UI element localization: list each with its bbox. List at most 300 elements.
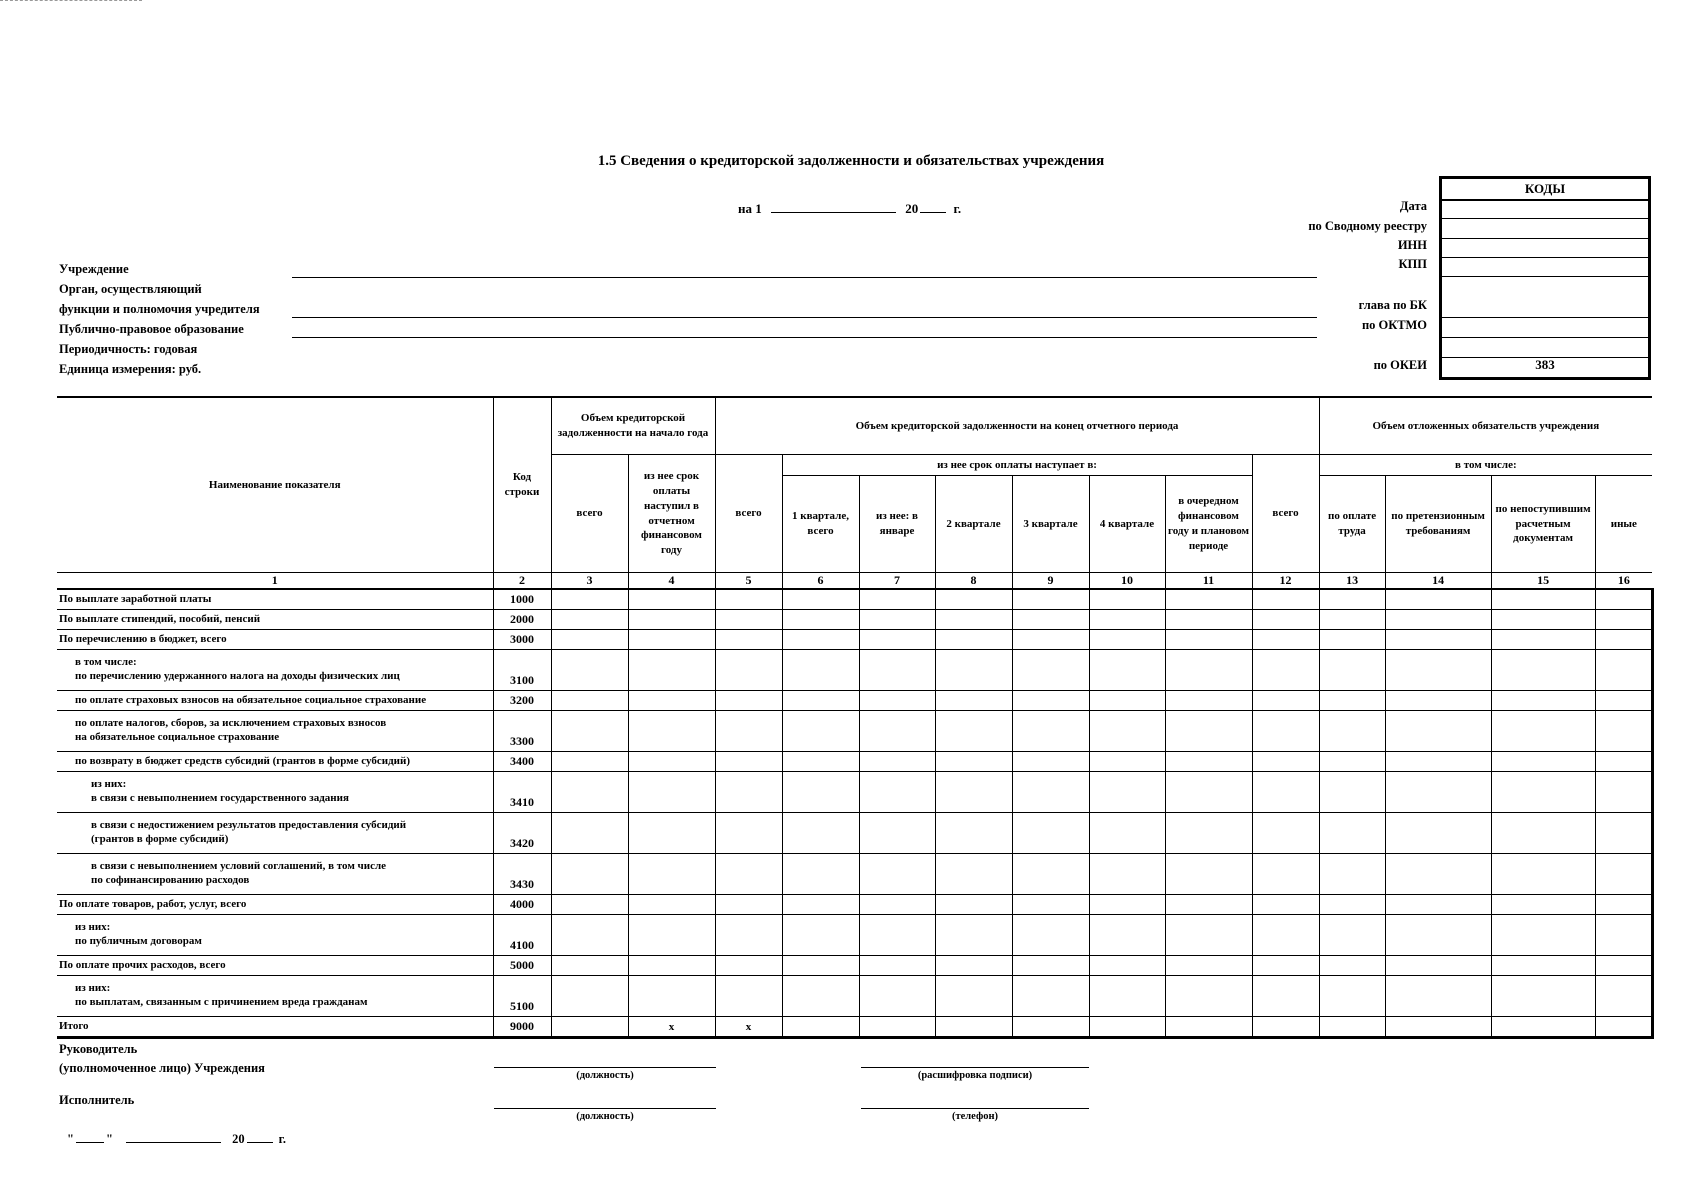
- value-cell-col7[interactable]: [859, 813, 935, 854]
- value-cell-col6[interactable]: [782, 711, 859, 752]
- value-cell-col4[interactable]: [628, 691, 715, 711]
- glava-code-label: глава по БК: [1358, 298, 1427, 312]
- header-including: в том числе:: [1319, 455, 1652, 476]
- row-name: [57, 813, 493, 854]
- executor-label: Исполнитель: [59, 1093, 135, 1107]
- inn-code-cell[interactable]: [1442, 257, 1648, 258]
- value-cell-col10[interactable]: [1089, 772, 1165, 813]
- header-col14: по претензионным требованиям: [1385, 476, 1491, 573]
- row-name-line: из них:: [91, 778, 127, 791]
- value-cell-col16[interactable]: [1595, 630, 1652, 650]
- page-title: 1.5 Сведения о кредиторской задолженности и обязательствах учреждения: [597, 153, 1105, 169]
- value-cell-col7[interactable]: [859, 711, 935, 752]
- total-cell-col14[interactable]: [1385, 1017, 1491, 1038]
- value-cell-col13[interactable]: [1319, 976, 1385, 1017]
- value-cell-col11[interactable]: [1165, 854, 1252, 895]
- header-col15: по непоступившим расчетным документам: [1491, 476, 1595, 573]
- value-cell-col5[interactable]: [715, 691, 782, 711]
- row-code: 4000: [493, 895, 551, 915]
- value-cell-col7[interactable]: [859, 895, 935, 915]
- value-cell-col11[interactable]: [1165, 630, 1252, 650]
- table-row: [57, 976, 1652, 1017]
- value-cell-col12[interactable]: [1252, 915, 1319, 956]
- value-cell-col10[interactable]: [1089, 956, 1165, 976]
- value-cell-col14[interactable]: [1385, 956, 1491, 976]
- row-code: 4100: [493, 915, 551, 956]
- table-row: [57, 711, 1652, 752]
- value-cell-col5[interactable]: [715, 772, 782, 813]
- row-name-line: по публичным договорам: [75, 935, 202, 947]
- value-cell-col15[interactable]: [1491, 691, 1595, 711]
- value-cell-col13[interactable]: [1319, 630, 1385, 650]
- sign-date-day-field[interactable]: [76, 1130, 104, 1143]
- value-cell-col4[interactable]: [628, 630, 715, 650]
- value-cell-col13[interactable]: [1319, 752, 1385, 772]
- value-cell-col13[interactable]: [1319, 915, 1385, 956]
- value-cell-col12[interactable]: [1252, 752, 1319, 772]
- value-cell-col5[interactable]: [715, 589, 782, 610]
- oktmo-code-label: по ОКТМО: [1361, 318, 1427, 332]
- value-cell-col8[interactable]: [935, 895, 1012, 915]
- value-cell-col8[interactable]: [935, 610, 1012, 630]
- total-cell-col11[interactable]: [1165, 1017, 1252, 1038]
- sign-date-month-field[interactable]: [126, 1130, 221, 1143]
- value-cell-col14[interactable]: [1385, 610, 1491, 630]
- okei-code-value: 383: [1535, 357, 1555, 372]
- value-cell-col8[interactable]: [935, 691, 1012, 711]
- header-col9: 3 квартале: [1012, 476, 1089, 573]
- value-cell-col9[interactable]: [1012, 630, 1089, 650]
- value-cell-col7[interactable]: [859, 956, 935, 976]
- column-number-4: 4: [628, 573, 715, 590]
- value-cell-col9[interactable]: [1012, 650, 1089, 691]
- value-cell-col16[interactable]: [1595, 813, 1652, 854]
- value-cell-col15[interactable]: [1491, 630, 1595, 650]
- total-cell-col15[interactable]: [1491, 1017, 1595, 1038]
- value-cell-col14[interactable]: [1385, 895, 1491, 915]
- value-cell-col9[interactable]: [1012, 589, 1089, 610]
- value-cell-col12[interactable]: [1252, 813, 1319, 854]
- value-cell-col6[interactable]: [782, 854, 859, 895]
- value-cell-col9[interactable]: [1012, 854, 1089, 895]
- value-cell-col12[interactable]: [1252, 854, 1319, 895]
- value-cell-col6[interactable]: [782, 650, 859, 691]
- value-cell-col8[interactable]: [935, 976, 1012, 1017]
- row-name-line: по оплате страховых взносов на обязательное социальное страхование: [75, 693, 427, 706]
- value-cell-col12[interactable]: [1252, 711, 1319, 752]
- value-cell-col16[interactable]: [1595, 752, 1652, 772]
- value-cell-col15[interactable]: [1491, 813, 1595, 854]
- kpp-code-cell[interactable]: [1442, 276, 1648, 277]
- value-cell-col10[interactable]: [1089, 813, 1165, 854]
- okei-code-label: по ОКЕИ: [1373, 358, 1427, 372]
- value-cell-col12[interactable]: [1252, 895, 1319, 915]
- value-cell-col5[interactable]: [715, 610, 782, 630]
- head-label-line2: (уполномоченное лицо) Учреждения: [59, 1061, 265, 1075]
- header-col3: всего: [551, 455, 628, 573]
- value-cell-col16[interactable]: [1595, 956, 1652, 976]
- value-cell-col3[interactable]: [551, 630, 628, 650]
- value-cell-col11[interactable]: [1165, 650, 1252, 691]
- value-cell-col3[interactable]: [551, 895, 628, 915]
- institution-field[interactable]: [292, 277, 1317, 278]
- header-of-which-due: из нее срок оплаты наступает в:: [782, 455, 1252, 476]
- value-cell-col4[interactable]: [628, 854, 715, 895]
- row-name-line: в связи с недостижением результатов предоставления субсидий: [91, 819, 407, 832]
- value-cell-col6[interactable]: [782, 691, 859, 711]
- value-cell-col3[interactable]: [551, 691, 628, 711]
- value-cell-col11[interactable]: [1165, 813, 1252, 854]
- registry-code-cell[interactable]: [1442, 238, 1648, 239]
- value-cell-col6[interactable]: [782, 915, 859, 956]
- oktmo-code-cell[interactable]: [1442, 337, 1648, 338]
- value-cell-col14[interactable]: [1385, 589, 1491, 610]
- date-day-month-field[interactable]: [771, 200, 896, 213]
- value-cell-col5[interactable]: [715, 630, 782, 650]
- value-cell-col4[interactable]: [628, 610, 715, 630]
- total-cell-col9[interactable]: [1012, 1017, 1089, 1038]
- total-cell-col13[interactable]: [1319, 1017, 1385, 1038]
- value-cell-col12[interactable]: [1252, 630, 1319, 650]
- value-cell-col16[interactable]: [1595, 854, 1652, 895]
- value-cell-col10[interactable]: [1089, 976, 1165, 1017]
- value-cell-col9[interactable]: [1012, 895, 1089, 915]
- public-entity-field[interactable]: [292, 337, 1317, 338]
- codes-header: КОДЫ: [1442, 179, 1648, 201]
- value-cell-col5[interactable]: [715, 752, 782, 772]
- value-cell-col5[interactable]: [715, 854, 782, 895]
- head-decode-caption: (расшифровка подписи): [917, 1070, 1033, 1081]
- value-cell-col5[interactable]: [715, 956, 782, 976]
- row-name-line: по оплате налогов, сборов, за исключением страховых взносов: [75, 717, 387, 730]
- value-cell-col7[interactable]: [859, 650, 935, 691]
- value-cell-col7[interactable]: [859, 630, 935, 650]
- value-cell-col13[interactable]: [1319, 650, 1385, 691]
- value-cell-col11[interactable]: [1165, 895, 1252, 915]
- value-cell-col4[interactable]: [628, 813, 715, 854]
- value-cell-col16[interactable]: [1595, 772, 1652, 813]
- public-entity-label: Публично-правовое образование: [59, 322, 244, 336]
- value-cell-col13[interactable]: [1319, 691, 1385, 711]
- header-col13: по оплате труда: [1319, 476, 1385, 573]
- column-number-12: 12: [1252, 573, 1319, 590]
- value-cell-col15[interactable]: [1491, 752, 1595, 772]
- value-cell-col14[interactable]: [1385, 650, 1491, 691]
- value-cell-col12[interactable]: [1252, 650, 1319, 691]
- value-cell-col6[interactable]: [782, 813, 859, 854]
- value-cell-col10[interactable]: [1089, 650, 1165, 691]
- value-cell-col3[interactable]: [551, 772, 628, 813]
- row-name-line: на обязательное социальное страхование: [75, 731, 280, 743]
- header-col12: всего: [1252, 455, 1319, 573]
- value-cell-col15[interactable]: [1491, 610, 1595, 630]
- value-cell-col14[interactable]: [1385, 854, 1491, 895]
- table-row: [57, 772, 1652, 813]
- value-cell-col13[interactable]: [1319, 895, 1385, 915]
- column-number-11: 11: [1165, 573, 1252, 590]
- value-cell-col13[interactable]: [1319, 772, 1385, 813]
- total-cell-col3[interactable]: [551, 1017, 628, 1038]
- value-cell-col13[interactable]: [1319, 589, 1385, 610]
- row-name-line: в связи с невыполнением государственного задания: [91, 792, 349, 804]
- value-cell-col15[interactable]: [1491, 650, 1595, 691]
- value-cell-col16[interactable]: [1595, 610, 1652, 630]
- value-cell-col8[interactable]: [935, 915, 1012, 956]
- institution-label: Учреждение: [59, 262, 129, 276]
- value-cell-col14[interactable]: [1385, 813, 1491, 854]
- value-cell-col6[interactable]: [782, 610, 859, 630]
- value-cell-col13[interactable]: [1319, 610, 1385, 630]
- value-cell-col14[interactable]: [1385, 630, 1491, 650]
- value-cell-col11[interactable]: [1165, 711, 1252, 752]
- value-cell-col4[interactable]: [628, 956, 715, 976]
- column-number-8: 8: [935, 573, 1012, 590]
- row-name-line: по возврату в бюджет средств субсидий (грантов в форме субсидий): [75, 754, 411, 767]
- value-cell-col5[interactable]: [715, 650, 782, 691]
- total-x-mark-col5: x: [715, 1017, 782, 1038]
- value-cell-col8[interactable]: [935, 589, 1012, 610]
- value-cell-col12[interactable]: [1252, 589, 1319, 610]
- value-cell-col12[interactable]: [1252, 956, 1319, 976]
- organ-label-line2: функции и полномочия учредителя: [59, 302, 260, 316]
- value-cell-col9[interactable]: [1012, 691, 1089, 711]
- value-cell-col6[interactable]: [782, 976, 859, 1017]
- sign-date-quote-close: ": [105, 1132, 113, 1146]
- row-code: 3300: [493, 711, 551, 752]
- value-cell-col3[interactable]: [551, 752, 628, 772]
- header-col4: из нее срок оплаты наступил в отчетном финансовом году: [628, 455, 715, 573]
- value-cell-col14[interactable]: [1385, 915, 1491, 956]
- value-cell-col4[interactable]: [628, 895, 715, 915]
- value-cell-col5[interactable]: [715, 976, 782, 1017]
- value-cell-col10[interactable]: [1089, 895, 1165, 915]
- value-cell-col6[interactable]: [782, 772, 859, 813]
- value-cell-col12[interactable]: [1252, 976, 1319, 1017]
- value-cell-col16[interactable]: [1595, 711, 1652, 752]
- total-cell-col7[interactable]: [859, 1017, 935, 1038]
- executor-phone-caption: (телефон): [951, 1111, 999, 1122]
- value-cell-col7[interactable]: [859, 610, 935, 630]
- value-cell-col15[interactable]: [1491, 956, 1595, 976]
- value-cell-col9[interactable]: [1012, 711, 1089, 752]
- value-cell-col7[interactable]: [859, 854, 935, 895]
- date-code-cell[interactable]: [1442, 218, 1648, 219]
- header-col16: иные: [1595, 476, 1652, 573]
- value-cell-col15[interactable]: [1491, 976, 1595, 1017]
- column-number-9: 9: [1012, 573, 1089, 590]
- head-position-field[interactable]: [494, 1067, 716, 1068]
- value-cell-col15[interactable]: [1491, 589, 1595, 610]
- row-code: 5100: [493, 976, 551, 1017]
- value-cell-col8[interactable]: [935, 630, 1012, 650]
- value-cell-col3[interactable]: [551, 813, 628, 854]
- table-row: [57, 630, 1652, 650]
- glava-code-cell[interactable]: [1442, 317, 1648, 318]
- row-name-line: По оплате прочих расходов, всего: [59, 958, 226, 971]
- value-cell-col12[interactable]: [1252, 772, 1319, 813]
- value-cell-col15[interactable]: [1491, 772, 1595, 813]
- total-row: [57, 1017, 1652, 1038]
- row-name-line: в связи с невыполнением условий соглашений, в том числе: [91, 860, 387, 873]
- value-cell-col7[interactable]: [859, 915, 935, 956]
- value-cell-col11[interactable]: [1165, 915, 1252, 956]
- value-cell-col8[interactable]: [935, 813, 1012, 854]
- value-cell-col13[interactable]: [1319, 854, 1385, 895]
- value-cell-col11[interactable]: [1165, 772, 1252, 813]
- value-cell-col7[interactable]: [859, 976, 935, 1017]
- value-cell-col10[interactable]: [1089, 610, 1165, 630]
- value-cell-col10[interactable]: [1089, 630, 1165, 650]
- value-cell-col15[interactable]: [1491, 711, 1595, 752]
- value-cell-col3[interactable]: [551, 589, 628, 610]
- table-row: [57, 610, 1652, 630]
- value-cell-col7[interactable]: [859, 589, 935, 610]
- column-number-10: 10: [1089, 573, 1165, 590]
- value-cell-col14[interactable]: [1385, 711, 1491, 752]
- value-cell-col12[interactable]: [1252, 610, 1319, 630]
- value-cell-col14[interactable]: [1385, 752, 1491, 772]
- value-cell-col13[interactable]: [1319, 813, 1385, 854]
- value-cell-col16[interactable]: [1595, 976, 1652, 1017]
- sign-date-year-suffix: г.: [278, 1132, 287, 1146]
- value-cell-col8[interactable]: [935, 752, 1012, 772]
- column-number-5: 5: [715, 573, 782, 590]
- value-cell-col11[interactable]: [1165, 589, 1252, 610]
- value-cell-col16[interactable]: [1595, 691, 1652, 711]
- value-cell-col10[interactable]: [1089, 711, 1165, 752]
- row-name-line: По выплате стипендий, пособий, пенсий: [59, 612, 261, 625]
- value-cell-col10[interactable]: [1089, 752, 1165, 772]
- value-cell-col5[interactable]: [715, 711, 782, 752]
- header-col8: 2 квартале: [935, 476, 1012, 573]
- value-cell-col4[interactable]: [628, 589, 715, 610]
- value-cell-col8[interactable]: [935, 854, 1012, 895]
- value-cell-col14[interactable]: [1385, 976, 1491, 1017]
- value-cell-col13[interactable]: [1319, 956, 1385, 976]
- value-cell-col3[interactable]: [551, 956, 628, 976]
- row-name-line: По выплате заработной платы: [59, 592, 212, 605]
- value-cell-col6[interactable]: [782, 589, 859, 610]
- value-cell-col4[interactable]: [628, 752, 715, 772]
- row-name-line: по софинансированию расходов: [91, 874, 250, 886]
- value-cell-col3[interactable]: [551, 915, 628, 956]
- value-cell-col7[interactable]: [859, 752, 935, 772]
- value-cell-col5[interactable]: [715, 895, 782, 915]
- value-cell-col8[interactable]: [935, 956, 1012, 976]
- organ-field[interactable]: [292, 317, 1317, 318]
- report-date-line: [738, 200, 961, 217]
- value-cell-col6[interactable]: [782, 752, 859, 772]
- value-cell-col9[interactable]: [1012, 772, 1089, 813]
- value-cell-col4[interactable]: [628, 915, 715, 956]
- date-year-field[interactable]: [920, 200, 946, 213]
- row-code: 3000: [493, 630, 551, 650]
- value-cell-col9[interactable]: [1012, 915, 1089, 956]
- value-cell-col6[interactable]: [782, 895, 859, 915]
- value-cell-col10[interactable]: [1089, 854, 1165, 895]
- total-cell-col6[interactable]: [782, 1017, 859, 1038]
- column-number-row: [57, 573, 1652, 590]
- value-cell-col9[interactable]: [1012, 813, 1089, 854]
- value-cell-col6[interactable]: [782, 956, 859, 976]
- value-cell-col8[interactable]: [935, 711, 1012, 752]
- value-cell-col16[interactable]: [1595, 915, 1652, 956]
- header-col7: из нее: в январе: [859, 476, 935, 573]
- total-cell-col12[interactable]: [1252, 1017, 1319, 1038]
- value-cell-col15[interactable]: [1491, 854, 1595, 895]
- row-name: [57, 650, 493, 691]
- value-cell-col7[interactable]: [859, 772, 935, 813]
- row-name: [57, 630, 493, 650]
- value-cell-col3[interactable]: [551, 854, 628, 895]
- value-cell-col9[interactable]: [1012, 976, 1089, 1017]
- value-cell-col9[interactable]: [1012, 956, 1089, 976]
- value-cell-col14[interactable]: [1385, 691, 1491, 711]
- total-cell-col8[interactable]: [935, 1017, 1012, 1038]
- header-code: Код строки: [493, 397, 551, 573]
- value-cell-col3[interactable]: [551, 976, 628, 1017]
- head-decode-field[interactable]: [861, 1067, 1089, 1068]
- table-row: [57, 589, 1652, 610]
- value-cell-col5[interactable]: [715, 915, 782, 956]
- head-label-line1: Руководитель: [59, 1042, 138, 1056]
- value-cell-col9[interactable]: [1012, 752, 1089, 772]
- value-cell-col7[interactable]: [859, 691, 935, 711]
- row-code: 1000: [493, 589, 551, 610]
- column-number-6: 6: [782, 573, 859, 590]
- header-col6: 1 квартале, всего: [782, 476, 859, 573]
- value-cell-col3[interactable]: [551, 610, 628, 630]
- value-cell-col10[interactable]: [1089, 589, 1165, 610]
- row-name-line: по выплатам, связанным с причинением вреда гражданам: [75, 996, 368, 1008]
- executor-phone-field[interactable]: [861, 1108, 1089, 1109]
- value-cell-col11[interactable]: [1165, 976, 1252, 1017]
- total-cell-col10[interactable]: [1089, 1017, 1165, 1038]
- value-cell-col16[interactable]: [1595, 589, 1652, 610]
- value-cell-col13[interactable]: [1319, 711, 1385, 752]
- value-cell-col10[interactable]: [1089, 915, 1165, 956]
- value-cell-col8[interactable]: [935, 650, 1012, 691]
- total-cell-col16[interactable]: [1595, 1017, 1652, 1038]
- value-cell-col11[interactable]: [1165, 610, 1252, 630]
- value-cell-col11[interactable]: [1165, 691, 1252, 711]
- value-cell-col3[interactable]: [551, 711, 628, 752]
- value-cell-col6[interactable]: [782, 630, 859, 650]
- value-cell-col4[interactable]: [628, 976, 715, 1017]
- value-cell-col5[interactable]: [715, 813, 782, 854]
- value-cell-col12[interactable]: [1252, 691, 1319, 711]
- value-cell-col16[interactable]: [1595, 650, 1652, 691]
- value-cell-col9[interactable]: [1012, 610, 1089, 630]
- value-cell-col14[interactable]: [1385, 772, 1491, 813]
- value-cell-col16[interactable]: [1595, 895, 1652, 915]
- value-cell-col15[interactable]: [1491, 895, 1595, 915]
- value-cell-col4[interactable]: [628, 650, 715, 691]
- executor-position-field[interactable]: [494, 1108, 716, 1109]
- value-cell-col11[interactable]: [1165, 956, 1252, 976]
- value-cell-col15[interactable]: [1491, 915, 1595, 956]
- value-cell-col3[interactable]: [551, 650, 628, 691]
- value-cell-col4[interactable]: [628, 711, 715, 752]
- header-name: Наименование показателя: [57, 397, 493, 573]
- date-year-suffix: г.: [953, 201, 962, 216]
- value-cell-col8[interactable]: [935, 772, 1012, 813]
- row-name: [57, 956, 493, 976]
- value-cell-col4[interactable]: [628, 772, 715, 813]
- sign-date-year-field[interactable]: [247, 1130, 273, 1143]
- value-cell-col11[interactable]: [1165, 752, 1252, 772]
- value-cell-col10[interactable]: [1089, 691, 1165, 711]
